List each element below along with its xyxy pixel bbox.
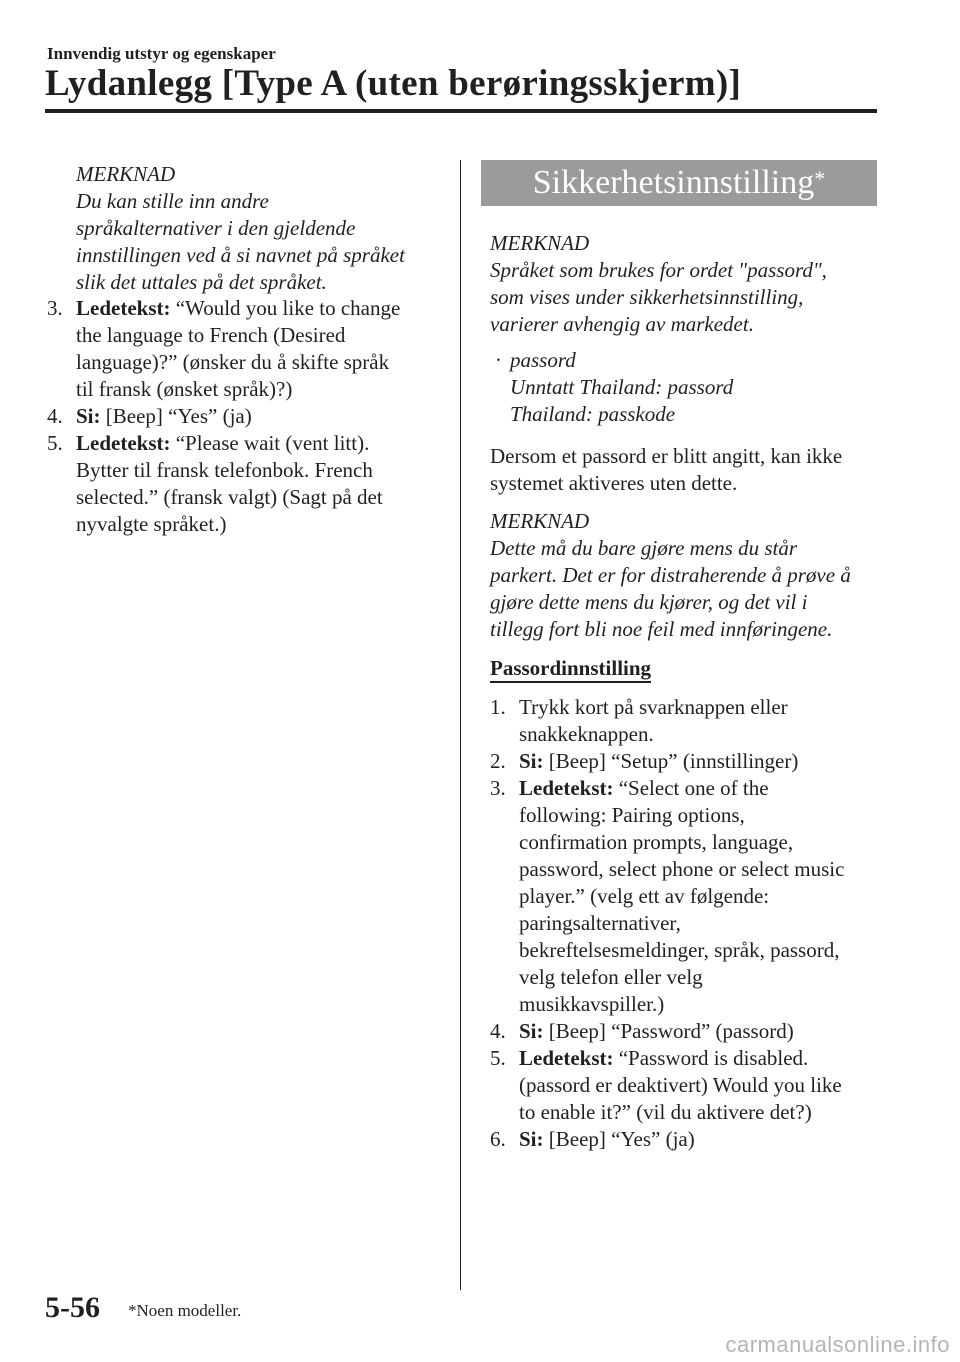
step-text: to enable it?” (vil du aktivere det?) [519, 1100, 812, 1124]
footnote-marker: * [814, 166, 826, 191]
bullet-item [491, 347, 871, 428]
step-text: following: Pairing options, [519, 803, 745, 827]
step-item [47, 403, 447, 430]
step-text: confirmation prompts, language, [519, 830, 794, 854]
note-line: parkert. Det er for distraherende å prøve å [490, 563, 851, 587]
step-text: “Select one of the [613, 776, 769, 800]
right-note-2 [490, 508, 900, 643]
step-keyword: Si: [76, 404, 101, 428]
chapter-title: Lydanlegg [Type A (uten berøringsskjerm)] [45, 63, 742, 104]
section-banner [481, 160, 877, 206]
step-text: paringsalternativer, [519, 911, 681, 935]
step-number: 5. [490, 1046, 506, 1070]
step-item [47, 430, 447, 538]
step-text: language)?” (ønsker du å skifte språk [76, 350, 390, 374]
step-item [490, 748, 890, 775]
bullet-text: Thailand: passkode [510, 402, 676, 426]
step-item [490, 1126, 890, 1153]
step-text: password, select phone or select music [519, 857, 845, 881]
note-line: Språket som brukes for ordet "passord", [490, 258, 827, 282]
bullet-text: Unntatt Thailand: passord [510, 375, 734, 399]
step-number: 6. [490, 1127, 506, 1151]
step-text: Trykk kort på svarknappen eller [519, 695, 788, 719]
step-text: nyvalgte språket.) [76, 512, 227, 536]
step-keyword: Si: [519, 1019, 544, 1043]
note-line: språkalternativer i den gjeldende [76, 216, 356, 240]
step-number: 3. [490, 776, 506, 800]
step-text: “Would you like to change [170, 296, 401, 320]
step-text: player.” (velg ett av følgende: [519, 884, 770, 908]
step-text: selected.” (fransk valgt) (Sagt på det [76, 485, 383, 509]
step-keyword: Si: [519, 1127, 544, 1151]
note-line: innstillingen ved å si navnet på språket [76, 243, 405, 267]
left-note [76, 160, 446, 296]
note-label: MERKNAD [76, 162, 176, 186]
left-steps [47, 295, 447, 538]
step-text: Bytter til fransk telefonbok. French [76, 458, 373, 482]
note-line: slik det uttales på det språket. [76, 270, 327, 294]
paragraph-line: systemet aktiveres uten dette. [490, 471, 738, 495]
bullet-list [491, 347, 871, 428]
step-keyword: Ledetekst: [76, 296, 171, 320]
step-text: snakkeknappen. [519, 722, 654, 746]
step-text: the language to French (Desired [76, 323, 346, 347]
note-line: Du kan stille inn andre [76, 189, 269, 213]
step-keyword: Si: [519, 749, 544, 773]
note-line: Dette må du bare gjøre mens du står [490, 536, 797, 560]
note-line: tillegg fort bli noe feil med innføringene. [490, 617, 833, 641]
note-line: gjøre dette mens du kjører, og det vil i [490, 590, 808, 614]
note-label: MERKNAD [490, 509, 590, 533]
step-text: bekreftelsesmeldinger, språk, passord, [519, 938, 840, 962]
step-number: 5. [47, 431, 63, 455]
step-text: [Beep] “Password” (passord) [543, 1019, 794, 1043]
step-keyword: Ledetekst: [519, 776, 614, 800]
step-text: til fransk (ønsket språk)?) [76, 377, 293, 401]
step-number: 3. [47, 296, 63, 320]
step-number: 1. [490, 695, 506, 719]
step-item [490, 694, 890, 748]
step-text: velg telefon eller velg [519, 965, 703, 989]
page-number: 5-56 [45, 1291, 100, 1324]
note-line: som vises under sikkerhetsinnstilling, [490, 285, 804, 309]
watermark[interactable]: carmanualsonline.info [725, 1332, 950, 1357]
title-rule [45, 109, 877, 113]
right-steps [490, 694, 890, 1153]
step-item [490, 1018, 890, 1045]
paragraph [490, 443, 890, 497]
step-text: “Please wait (vent litt). [170, 431, 370, 455]
right-note-1 [490, 230, 890, 338]
note-label: MERKNAD [490, 231, 590, 255]
step-keyword: Ledetekst: [519, 1046, 614, 1070]
step-number: 4. [47, 404, 63, 428]
step-text: [Beep] “Yes” (ja) [100, 404, 252, 428]
note-line: varierer avhengig av markedet. [490, 312, 754, 336]
column-divider [460, 160, 461, 1290]
step-number: 2. [490, 749, 506, 773]
bullet-dot: · [495, 348, 502, 372]
step-text: “Password is disabled. [613, 1046, 809, 1070]
step-text: (passord er deaktivert) Would you like [519, 1073, 842, 1097]
paragraph-line: Dersom et passord er blitt angitt, kan ikke [490, 444, 843, 468]
section-banner-title: Sikkerhetsinnstilling [532, 164, 815, 201]
step-item [47, 295, 447, 403]
step-text: [Beep] “Setup” (innstillinger) [543, 749, 799, 773]
step-item [490, 775, 890, 1018]
subheading: Passordinnstilling [490, 656, 651, 683]
bullet-text: passord [510, 348, 576, 372]
step-text: musikkavspiller.) [519, 992, 665, 1016]
step-text: [Beep] “Yes” (ja) [543, 1127, 695, 1151]
subheading-wrap [490, 655, 651, 683]
step-keyword: Ledetekst: [76, 431, 171, 455]
step-item [490, 1045, 890, 1126]
step-number: 4. [490, 1019, 506, 1043]
section-label: Innvendig utstyr og egenskaper [47, 44, 276, 63]
footnote: *Noen modeller. [128, 1301, 242, 1320]
